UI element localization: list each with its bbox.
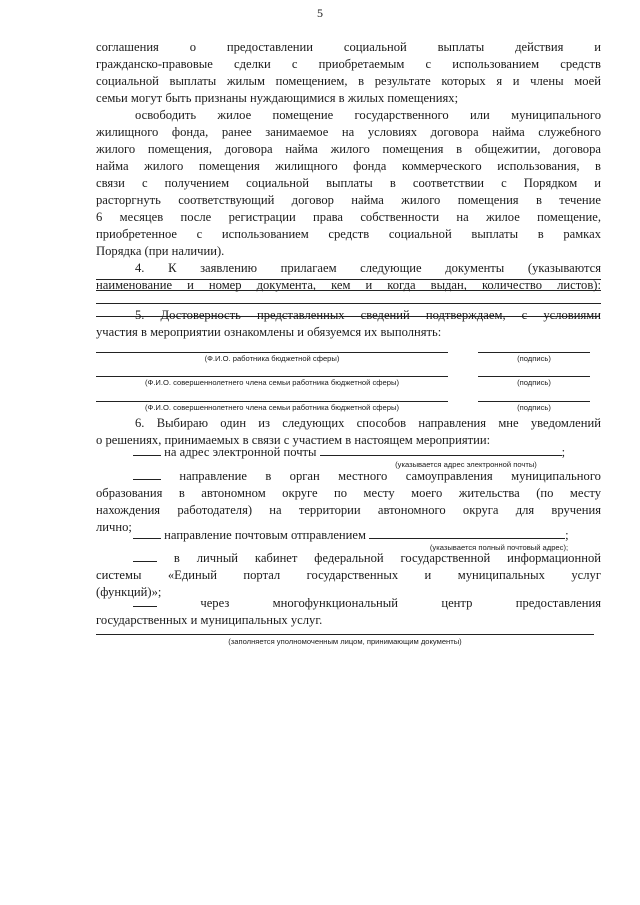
signature-caption: (подпись): [517, 403, 551, 412]
post-caption: (указывается полный почтовый адрес);: [429, 543, 569, 552]
post-label: направление почтовым отправлением: [164, 528, 366, 542]
text-line: наименование и номер документа, кем и когда выдан, количество листов):: [96, 278, 601, 292]
option-mfc[interactable]: через многофункциональный центр предоставления: [133, 596, 601, 611]
email-checkbox-line[interactable]: [133, 445, 161, 456]
member-signature-line-2[interactable]: [478, 401, 590, 402]
member-signature-line-1[interactable]: [478, 376, 590, 377]
post-checkbox-line[interactable]: [133, 528, 161, 539]
member-name-caption: (Ф.И.О. совершеннолетнего члена семьи работника бюджетной сферы): [145, 403, 399, 412]
text-line: образования в автономном округе по месту моего жительства (по месту: [96, 486, 601, 500]
option-post[interactable]: [133, 528, 603, 543]
text-line: жилищного фонда, ранее занимаемое на условиях договора найма служебного: [96, 125, 601, 139]
text-line: социальной выплаты жилым помещением, в результате которых я и члены моей: [96, 74, 601, 88]
documents-line-3[interactable]: [96, 303, 601, 304]
email-label: на адрес электронной почты: [164, 445, 317, 459]
official-caption: (заполняется уполномоченным лицом, принимающим документы): [228, 637, 462, 646]
text-line: 6 месяцев после регистрации права собственности на жилое помещение,: [96, 210, 601, 224]
text-line: о решениях, принимаемых в связи с участием в настоящем мероприятии:: [96, 433, 491, 447]
text-line: семьи могут быть признаны нуждающимися в жилых помещениях;: [96, 91, 459, 105]
text-line: системы «Единый портал государственных и муниципальных услуг: [96, 568, 601, 582]
post-input-line[interactable]: [369, 528, 565, 539]
email-input-line[interactable]: [320, 445, 562, 456]
text-line: расторгнуть соответствующий договор найма жилого помещения в течение: [96, 193, 601, 207]
option-email[interactable]: [133, 445, 603, 460]
post-end: ;: [565, 528, 569, 542]
text-line: гражданско-правовые сделки с приобретаемым с использованием средств: [96, 57, 601, 71]
member-name-caption: (Ф.И.О. совершеннолетнего члена семьи работника бюджетной сферы): [145, 378, 399, 387]
section-5-heading: 5. Достоверность представленных сведений подтверждаем, с условиями: [135, 308, 601, 322]
text-line: найма жилого помещения жилищного фонда коммерческого использования, в: [96, 159, 601, 173]
email-caption: (указывается адрес электронной почты): [395, 460, 537, 469]
text-line: Порядка (при наличии).: [96, 244, 225, 258]
text-line: жилого помещения, договора найма жилого помещения в общежитии, договора: [96, 142, 601, 156]
text-line: участия в мероприятии ознакомлены и обязуемся их выполнять:: [96, 325, 442, 339]
mfc-checkbox-line[interactable]: [133, 596, 157, 607]
worker-signature-line[interactable]: [478, 352, 590, 353]
signature-caption: (подпись): [517, 354, 551, 363]
text-line: лично;: [96, 520, 132, 534]
signature-caption: (подпись): [517, 378, 551, 387]
text-line: нахождения работодателя) на территории автономного округа для вручения: [96, 503, 601, 517]
worker-name-line[interactable]: [96, 352, 448, 353]
option-cabinet[interactable]: в личный кабинет федеральной государственной информационной: [133, 551, 601, 566]
documents-line-1[interactable]: [96, 279, 601, 280]
documents-line-2[interactable]: [96, 290, 601, 291]
member-name-line-2[interactable]: [96, 401, 448, 402]
official-fill-line[interactable]: [96, 634, 594, 635]
member-name-line-1[interactable]: [96, 376, 448, 377]
text-line: государственных и муниципальных услуг.: [96, 613, 323, 627]
text-line: (функций)»;: [96, 585, 162, 599]
option-local-gov[interactable]: направление в орган местного самоуправления муниципального: [133, 469, 601, 484]
text-line: освободить жилое помещение государственного или муниципального: [135, 108, 601, 122]
worker-name-caption: (Ф.И.О. работника бюджетной сферы): [204, 354, 340, 363]
section-6-heading: 6. Выбираю один из следующих способов направления мне уведомлений: [135, 416, 601, 430]
text-line: приобретенное с использованием средств социальной выплаты в рамках: [96, 227, 601, 241]
email-end: ;: [561, 445, 566, 459]
section-4-heading: 4. К заявлению прилагаем следующие документы (указываются: [135, 261, 601, 275]
local-checkbox-line[interactable]: [133, 469, 161, 480]
page-number: 5: [317, 6, 323, 20]
text-line: соглашения о предоставлении социальной выплаты действия и: [96, 40, 601, 54]
cabinet-checkbox-line[interactable]: [133, 551, 157, 562]
text-line: связи с получением социальной выплаты в соответствии с Порядком и: [96, 176, 601, 190]
